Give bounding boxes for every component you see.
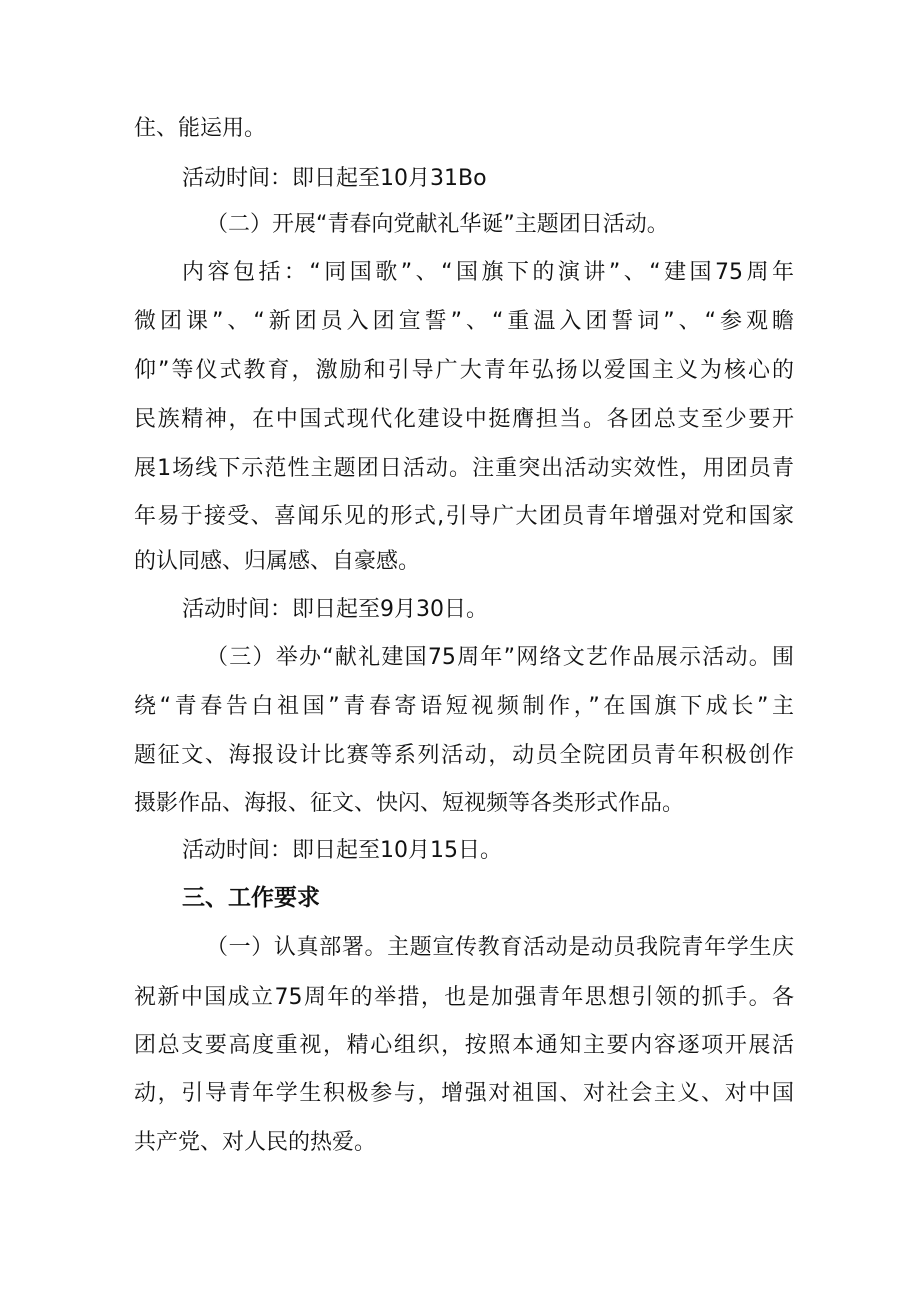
paragraph-line: 绕“青春告白祖国”青春寄语短视频制作，”在国旗下成长”主 [134,694,794,719]
paragraph-line: 的认同感、归属感、自豪感。 [134,549,421,574]
paragraph-line: 微团课”、“新团员入团宣誓”、“重温入团誓词”、“参观瞻 [134,309,794,334]
paragraph-line: 年易于接受、喜闻乐见的形式,引导广大团员青年增强对党和国家 [134,504,794,529]
activity-time-line: 活动时间：即日起至10月15日。 [182,838,502,863]
paragraph-line: 仰”等仪式教育，激励和引导广大青年弘扬以爱国主义为核心的 [134,358,794,383]
section-heading-3: （三）举办“献礼建国75周年”网络文艺作品展示活动。围 [206,645,794,670]
paragraph-line: 共产党、对人民的热爱。 [134,1130,377,1155]
paragraph-line: 动，引导青年学生积极参与，增强对祖国、对社会主义、对中国 [134,1081,794,1106]
paragraph-line: 题征文、海报设计比赛等系列活动，动员全院团员青年积极创作 [134,743,794,768]
activity-time-line: 活动时间：即日起至9月30日。 [182,597,488,622]
paragraph-line: 摄影作品、海报、征文、快闪、短视频等各类形式作品。 [134,791,685,816]
paragraph-line: 住、能运用。 [134,116,267,141]
section-title: 三、工作要求 [182,885,320,911]
paragraph-line: 展1场线下示范性主题团日活动。注重突出活动实效性，用团员青 [134,456,794,481]
paragraph-line: 祝新中国成立75周年的举措，也是加强青年思想引领的抓手。各 [134,985,794,1010]
activity-time-line: 活动时间：即日起至10月31Bo [182,166,487,191]
section-heading-2: （二）开展“青春向党献礼华诞”主题团日活动。 [206,212,669,237]
paragraph-line: 团总支要高度重视，精心组织，按照本通知主要内容逐项开展活 [134,1033,794,1058]
paragraph-line: 民族精神，在中国式现代化建设中挺膺担当。各团总支至少要开 [134,407,794,432]
section-heading-1: （一）认真部署。主题宣传教育活动是动员我院青年学生庆 [206,935,794,960]
paragraph-line: 内容包括：“同国歌”、“国旗下的演讲”、“建国75周年 [182,260,794,285]
